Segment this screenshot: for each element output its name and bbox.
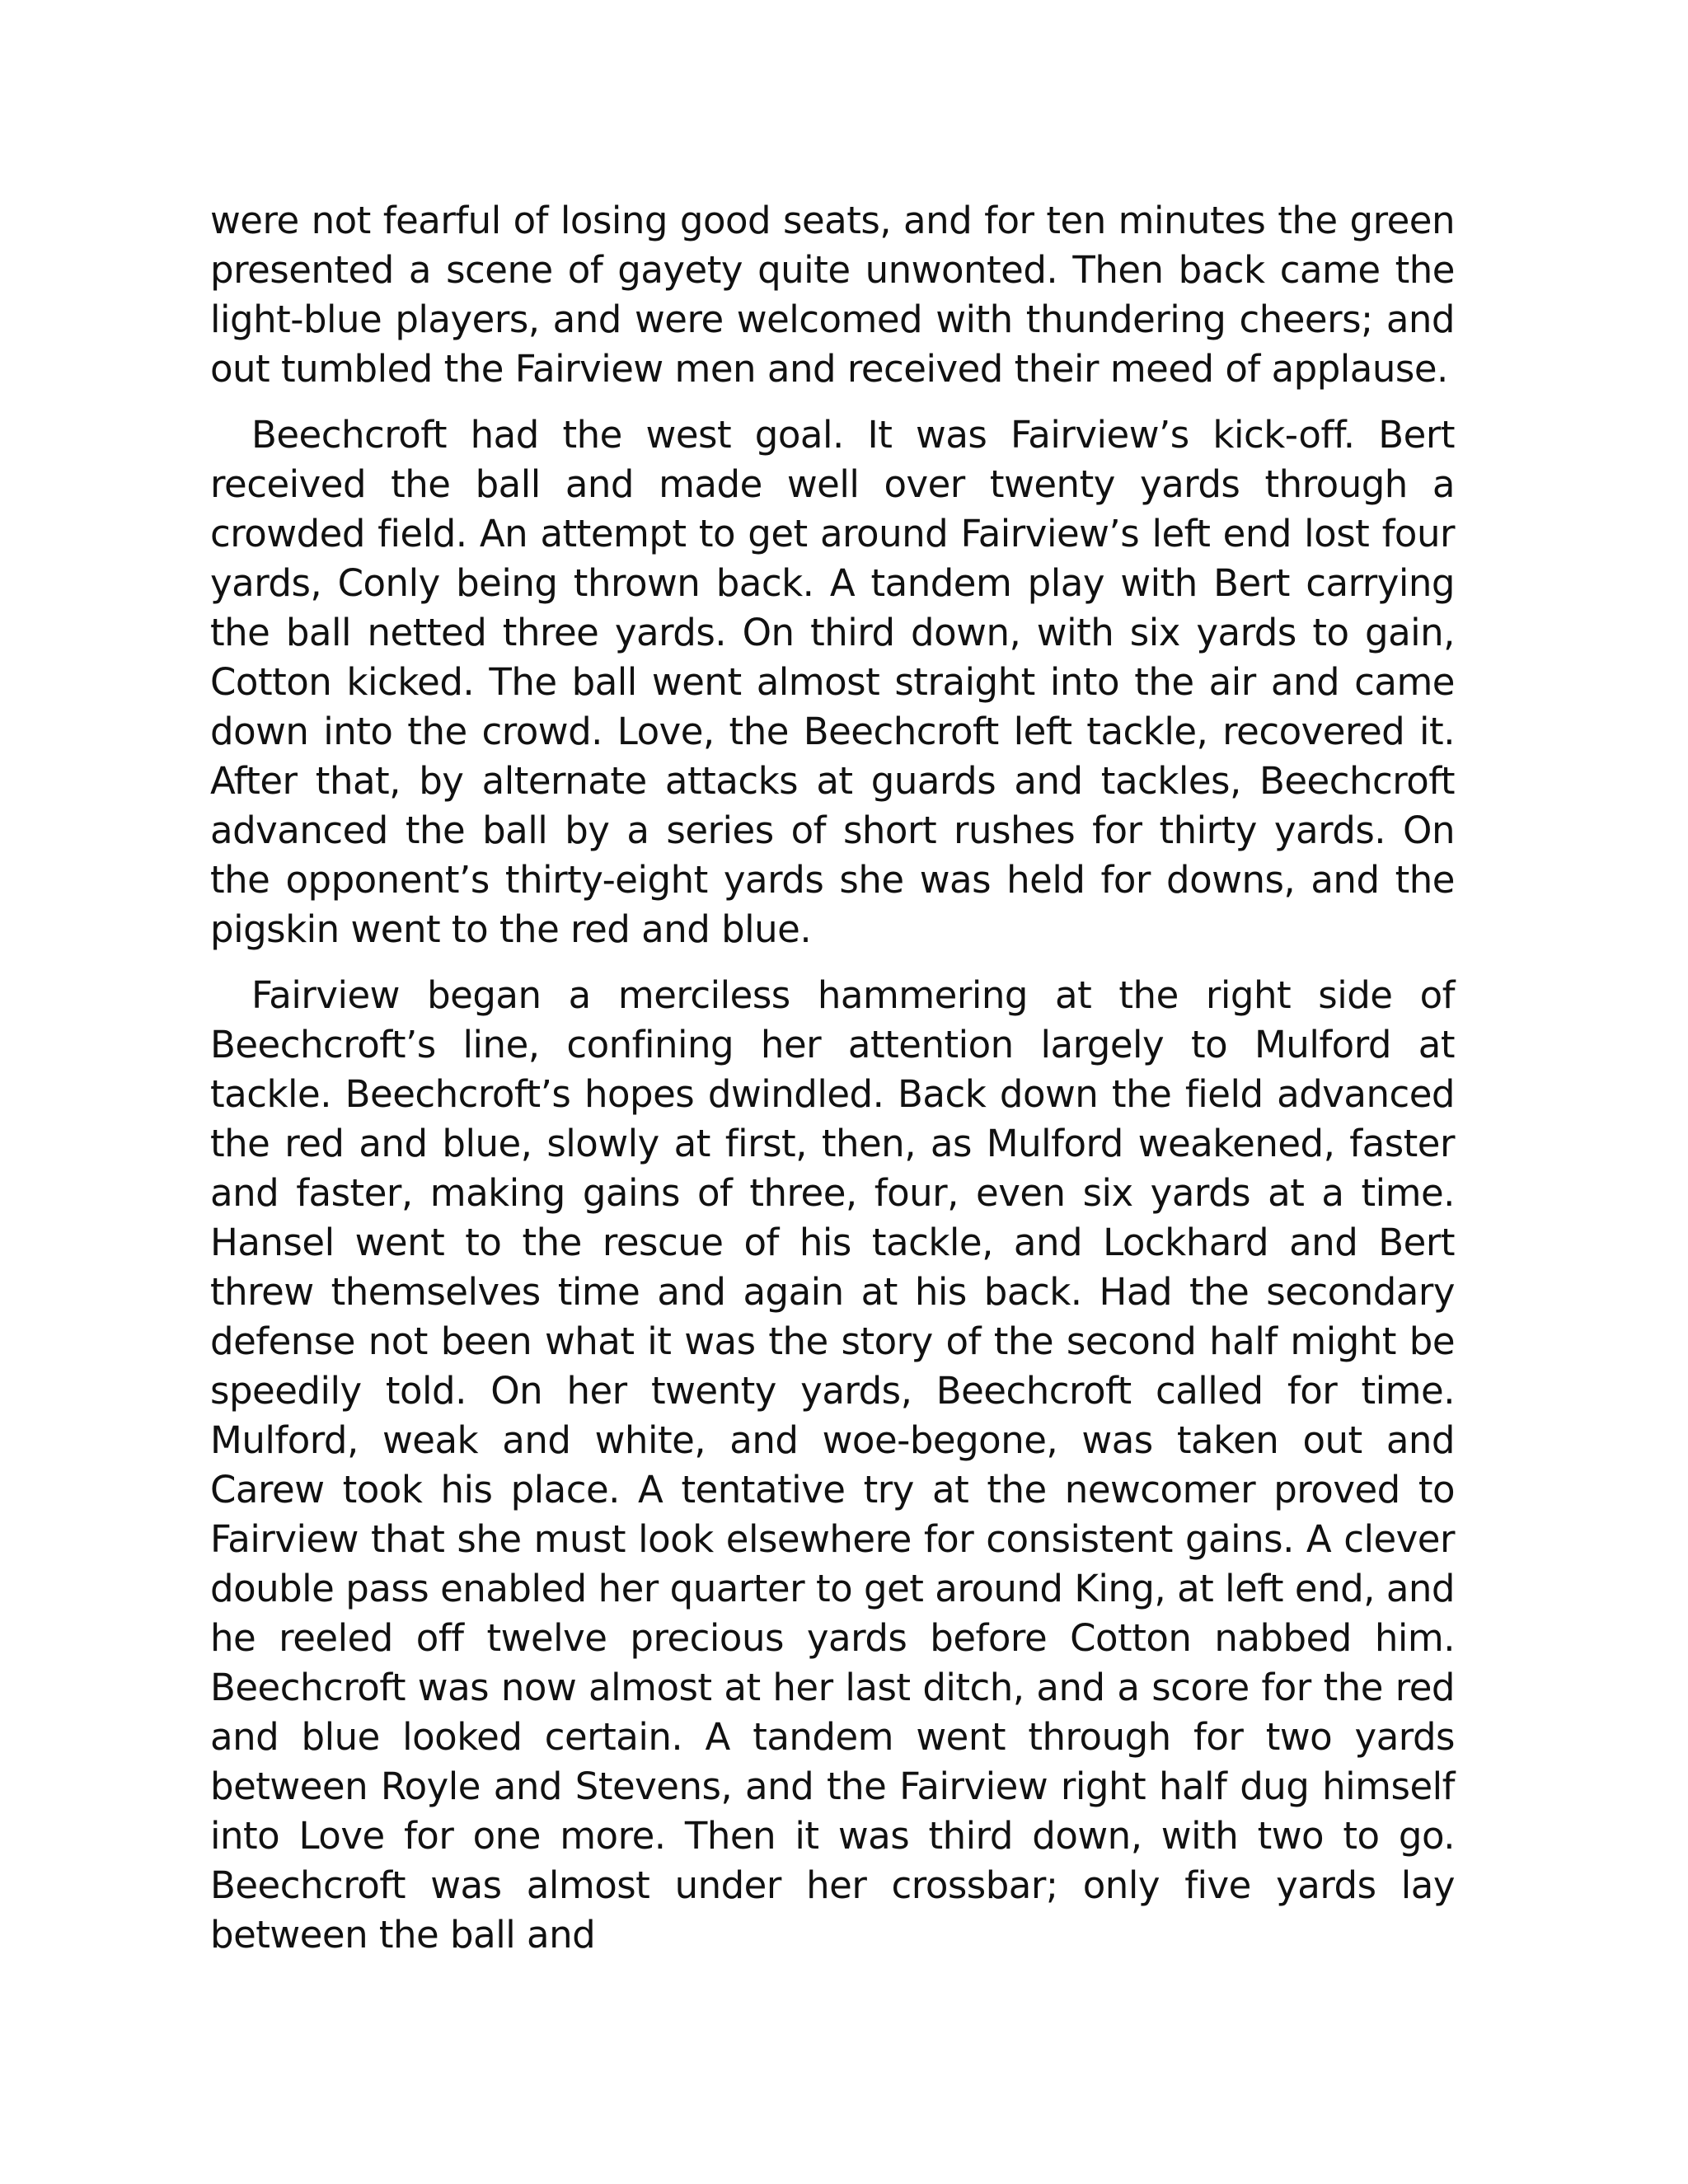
paragraph-fairview-drive: Fairview began a merciless hammering at the right side of Beechcroft’s line, confining her attention largely to Mulford at tackle. Beechcroft’s hopes dwindled. Back down the field advanced the red and blue, slowly at first, then, as Mulford weakened, faster and faster, making gains of three, four, even six yards at a time. Hansel went to the rescue of his tackle, and Lockhard and Bert threw themselves time and again at his back. Had the secondary defense not been what it was the story of the second half might be speedily told. On her twenty yards, Beechcroft called for time. Mulford, weak and white, and woe-begone, was taken out and Carew took his place. A tentative try at the newcomer proved to Fairview that she must look elsewhere for consistent gains. A clever double pass enabled her quarter to get around King, at left end, and he reeled off twelve precious yards before Cotton nabbed him. Beechcroft was now almost at her last ditch, and a score for the red and blue looked certain. A tandem went through for two yards between Royle and Stevens, and the Fairview right half dug himself into Love for one more. Then it was third down, with two to go. Beechcroft was almost under her crossbar; only five yards lay between the ball and — [210, 973, 1455, 1957]
paragraph-kickoff: Beechcroft had the west goal. It was Fairview’s kick-off. Bert received the ball and made well over twenty yards through a crowded field. An attempt to get around Fairview’s left end lost four yards, Conly being thrown back. A tandem play with Bert carrying the ball netted three yards. On third down, with six yards to gain, Cotton kicked. The ball went almost straight into the air and came down into the crowd. Love, the Beechcroft left tackle, recovered it. After that, by alternate attacks at guards and tackles, Beechcroft advanced the ball by a series of short rushes for thirty yards. On the opponent’s thirty-eight yards she was held for downs, and the pigskin went to the red and blue. — [210, 413, 1455, 951]
paragraph-continuation: were not fearful of losing good seats, and for ten minutes the green presented a scene of gayety quite unwonted. Then back came the light-blue players, and were welcomed with thundering cheers; and out tumbled the Fairview men and received their meed of applause. — [210, 199, 1455, 391]
page-body — [210, 196, 1455, 1976]
